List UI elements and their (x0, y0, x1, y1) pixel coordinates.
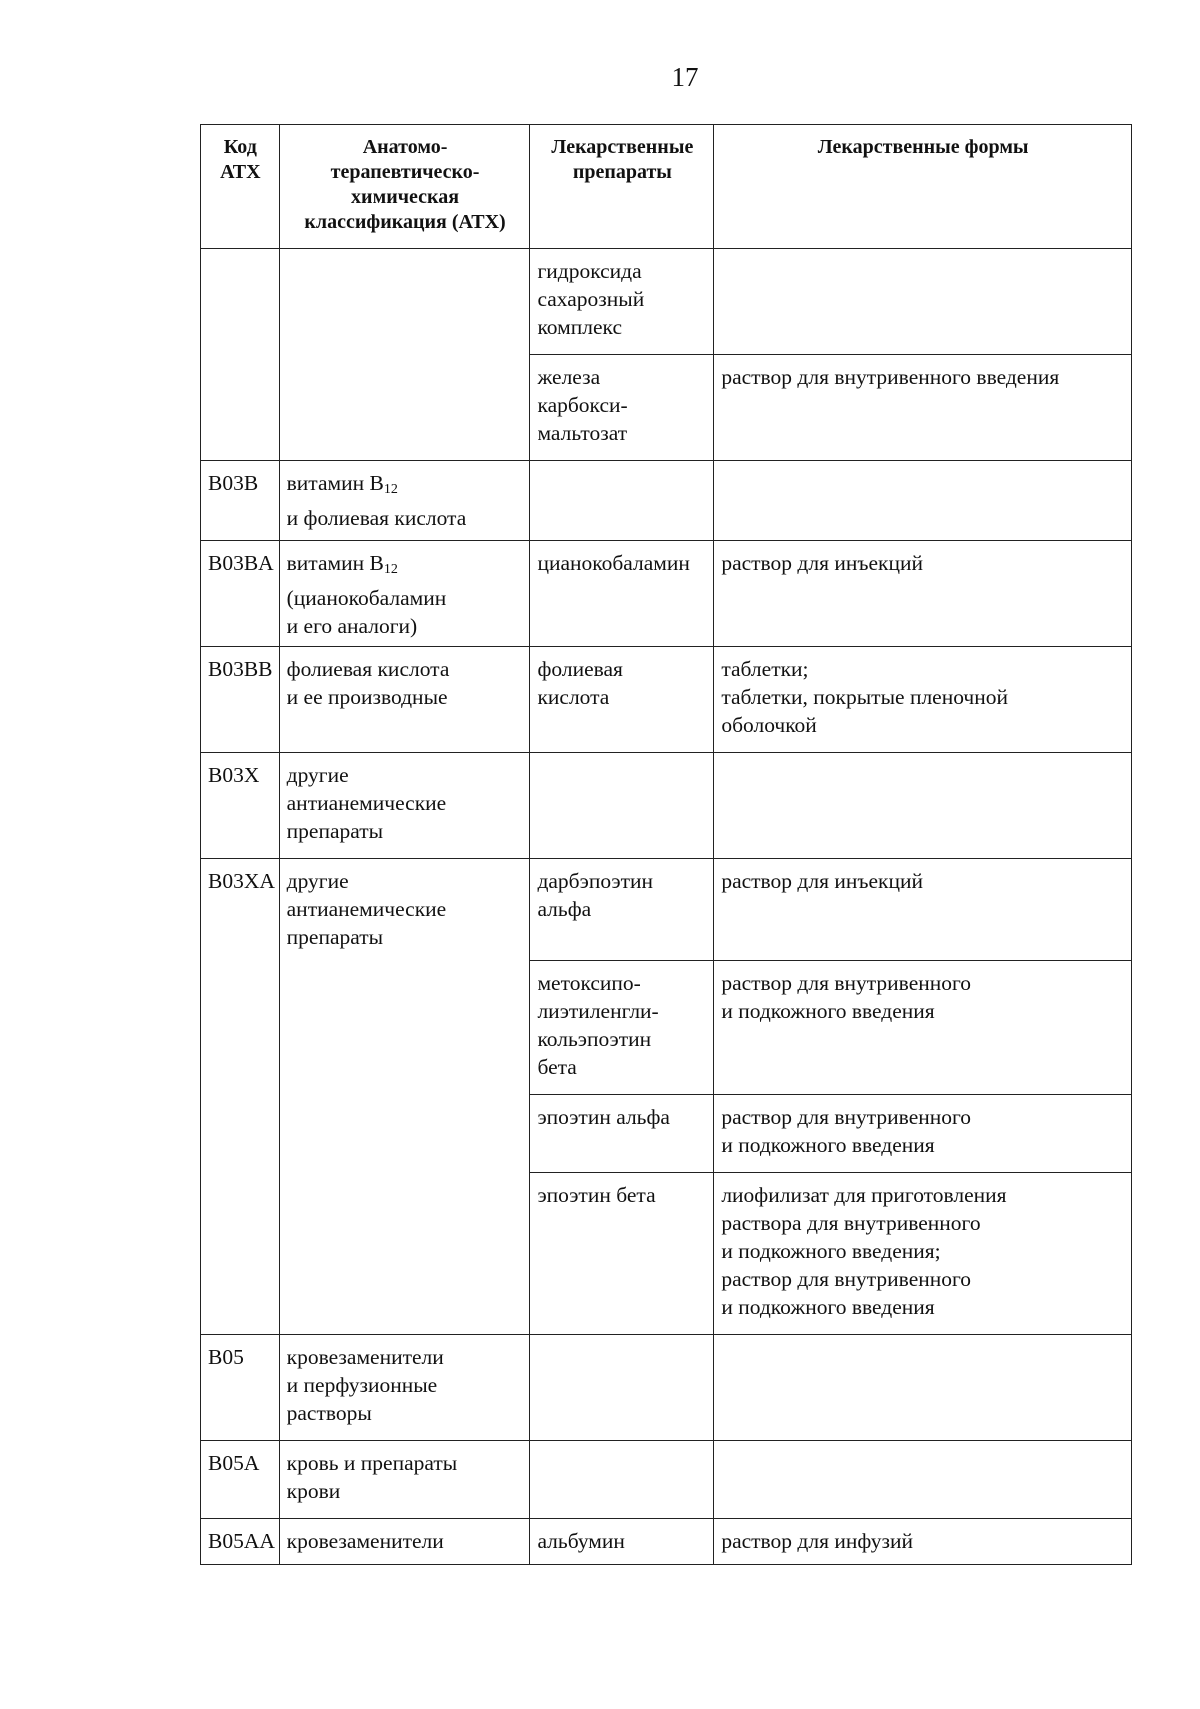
classification-cell: кровезаменители (279, 1519, 530, 1565)
code-cell: B03B (201, 461, 280, 541)
drug-cell: гидроксида сахарозный комплекс (530, 249, 714, 355)
header-forms: Лекарственные формы (714, 125, 1132, 249)
classification-text: и фолиевая кислота (286, 506, 467, 530)
subscript: 12 (383, 482, 398, 497)
code-cell: B05AA (201, 1519, 280, 1565)
header-code: Код АТХ (201, 125, 280, 249)
classification-cell (279, 249, 530, 461)
table-row (201, 753, 1132, 859)
table-row (201, 461, 1132, 541)
classification-cell (279, 461, 530, 541)
header-drugs: Лекарственные препараты (530, 125, 714, 249)
classification-text: витамин B (286, 471, 384, 495)
code-cell: B03X (201, 753, 280, 859)
table-row (201, 541, 1132, 647)
drug-cell (530, 753, 714, 859)
table-row (201, 647, 1132, 753)
form-cell: раствор для внутривенного введения (714, 355, 1132, 461)
form-cell (714, 249, 1132, 355)
form-cell: раствор для инъекций (714, 541, 1132, 647)
subscript: 12 (383, 562, 398, 577)
drug-cell: железа карбокси- мальтозат (530, 355, 714, 461)
classification-cell: другие антианемические препараты (279, 753, 530, 859)
table-row (201, 1335, 1132, 1441)
code-cell: B05 (201, 1335, 280, 1441)
code-cell: B03XA (201, 859, 280, 1335)
classification-cell (279, 541, 530, 647)
table-row (201, 249, 1132, 355)
form-cell (714, 1335, 1132, 1441)
drug-cell: фолиевая кислота (530, 647, 714, 753)
page-number: 17 (671, 62, 699, 92)
classification-text: (цианокобаламин и его аналоги) (286, 586, 447, 638)
form-cell (714, 1441, 1132, 1519)
header-classification: Анатомо- терапевтическо- химическая классификация (АТХ) (279, 125, 530, 249)
code-cell: B03BB (201, 647, 280, 753)
drug-cell: эпоэтин бета (530, 1173, 714, 1335)
table-header-row (201, 125, 1132, 249)
form-cell: раствор для инфузий (714, 1519, 1132, 1565)
classification-cell: другие антианемические препараты (279, 859, 530, 1335)
form-cell: лиофилизат для приготовления раствора для внутривенного и подкожного введения; раствор для внутривенного и подкожного введения (714, 1173, 1132, 1335)
drug-cell: альбумин (530, 1519, 714, 1565)
drug-cell: цианокобаламин (530, 541, 714, 647)
drug-cell: эпоэтин альфа (530, 1095, 714, 1173)
form-cell: таблетки; таблетки, покрытые пленочной оболочкой (714, 647, 1132, 753)
code-cell: B05A (201, 1441, 280, 1519)
table-row (201, 1519, 1132, 1565)
classification-text: витамин B (286, 551, 384, 575)
form-cell (714, 461, 1132, 541)
classification-cell: кровь и препараты крови (279, 1441, 530, 1519)
drug-cell (530, 1441, 714, 1519)
atx-table (200, 124, 1132, 1565)
form-cell (714, 753, 1132, 859)
table-row (201, 859, 1132, 961)
drug-cell (530, 1335, 714, 1441)
code-cell: B03BA (201, 541, 280, 647)
drug-cell: метоксипо- лиэтиленгли- кольэпоэтин бета (530, 961, 714, 1095)
classification-cell: фолиевая кислота и ее производные (279, 647, 530, 753)
drug-cell (530, 461, 714, 541)
code-cell (201, 249, 280, 461)
classification-cell: кровезаменители и перфузионные растворы (279, 1335, 530, 1441)
drug-cell: дарбэпоэтин альфа (530, 859, 714, 961)
table-row (201, 1441, 1132, 1519)
form-cell: раствор для внутривенного и подкожного введения (714, 961, 1132, 1095)
form-cell: раствор для внутривенного и подкожного введения (714, 1095, 1132, 1173)
form-cell: раствор для инъекций (714, 859, 1132, 961)
